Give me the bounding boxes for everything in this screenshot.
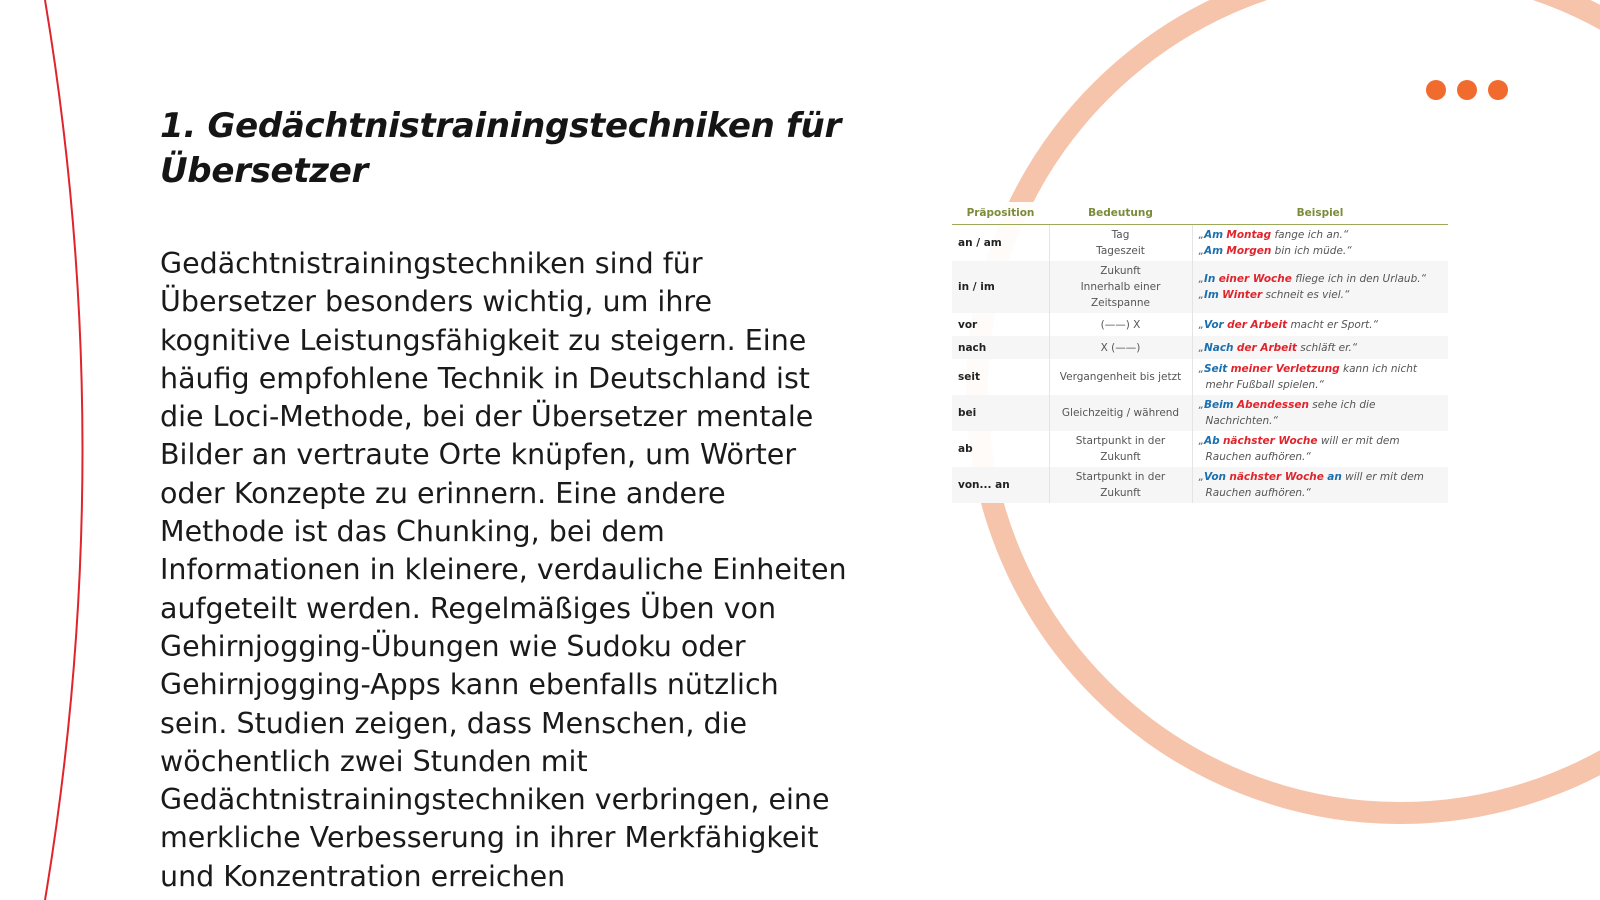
example-cell: „Am Montag fange ich an.“ „Am Morgen bin ich müde.“ [1198, 229, 1352, 257]
column-header: Präposition [952, 202, 1049, 225]
example-cell: „In einer Woche fliege ich in den Urlaub.“ „Im Winter schneit es viel.“ [1192, 261, 1448, 313]
table-row [952, 313, 1448, 336]
slide-body-text: Gedächtnistrainingstechniken sind für Übersetzer besonders wichtig, um ihre kognitive Leistungsfähigkeit zu steigern. Eine häufig empfohlene Technik in Deutschland ist die Loci-Methode, bei der Übersetzer mentale Bilder an vertraute Orte knüpfen, um Wörter oder Konzepte zu erinnern. Eine andere Methode ist das Chunking, bei dem Informationen in kleinere, verdauliche Einheiten aufgeteilt werden. Regelmäßiges Üben von Gehirnjogging-Übungen wie Sudoku oder Gehirnjogging-Apps kann ebenfalls nützlich sein. Studien zeigen, dass Menschen, die wöchentlich zwei Stunden mit Gedächtnistrainingstechniken verbringen, eine merkliche Verbesserung in ihrer Merkfähigkeit und Konzentration erreichen [160, 247, 847, 893]
slide-title: 1. Gedächtnistrainingstechniken für Übersetzer [160, 106, 841, 191]
preposition-table [952, 202, 1448, 503]
menu-dots [1426, 80, 1508, 100]
preposition-cell: nach [952, 336, 1049, 359]
meaning-cell: Tag Tageszeit [1049, 225, 1192, 262]
table-row [952, 336, 1448, 359]
table-row [952, 261, 1448, 313]
meaning-cell: Zukunft Innerhalb einer Zeitspanne [1049, 261, 1192, 313]
table-body [952, 225, 1448, 504]
example-cell: „Nach der Arbeit schläft er.“ [1192, 336, 1448, 359]
meaning-cell: (——) X [1049, 313, 1192, 336]
meaning-cell: Startpunkt in der Zukunft [1049, 467, 1192, 503]
table-row [952, 431, 1448, 467]
preposition-cell: bei [952, 395, 1049, 431]
table-row [952, 225, 1448, 262]
preposition-cell: vor [958, 318, 978, 331]
column-header: Beispiel [1192, 202, 1448, 225]
table-header-row [952, 202, 1448, 225]
dot-icon [1488, 80, 1508, 100]
preposition-table-image [952, 202, 1448, 499]
column-header: Bedeutung [1049, 202, 1192, 225]
example-cell: „Vor der Arbeit macht er Sport.“ [1198, 318, 1379, 331]
dot-icon [1457, 80, 1477, 100]
example-cell: „Von nächster Woche an will er mit dem Rauchen aufhören.“ [1192, 467, 1448, 503]
dot-icon [1426, 80, 1446, 100]
preposition-cell: an / am [958, 237, 1002, 249]
preposition-cell: ab [958, 443, 973, 455]
example-cell: „Seit meiner Verletzung kann ich nicht mehr Fußball spielen.“ [1198, 363, 1417, 391]
meaning-cell: Vergangenheit bis jetzt [1049, 359, 1192, 395]
table-row [952, 467, 1448, 503]
meaning-cell: Gleichzeitig / während [1049, 395, 1192, 431]
preposition-cell: seit [958, 371, 980, 383]
preposition-cell: von... an [952, 467, 1049, 503]
table-row [952, 395, 1448, 431]
meaning-cell: X (——) [1049, 336, 1192, 359]
example-cell: „Beim Abendessen sehe ich die Nachrichten.“ [1192, 395, 1448, 431]
example-cell: „Ab nächster Woche will er mit dem Rauchen aufhören.“ [1198, 435, 1400, 463]
left-curve-line [45, 0, 83, 900]
meaning-cell: Startpunkt in der Zukunft [1049, 431, 1192, 467]
table-row [952, 359, 1448, 395]
preposition-cell: in / im [952, 261, 1049, 313]
